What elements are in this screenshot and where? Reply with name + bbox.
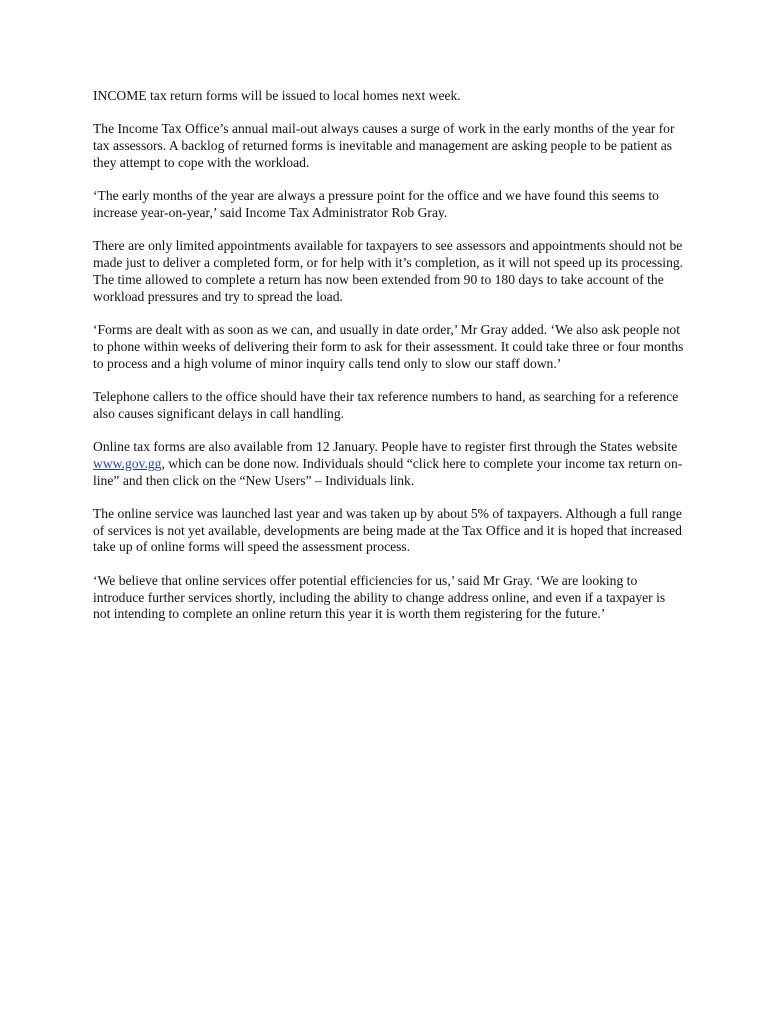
paragraph-online-service: The online service was launched last year and was taken up by about 5% of taxpayers. Although a full range of services is not yet available, developments are being made at the Tax Office and it is hoped that increased take up of online forms will speed the assessment process. bbox=[93, 505, 682, 555]
gov-website-link[interactable]: www.gov.gg bbox=[93, 455, 162, 471]
online-forms-text-after: , which can be done now. Individuals should “click here to complete your income tax return on-line” and then click on the “New Users” – Individuals link. bbox=[93, 455, 683, 488]
paragraph-appointments: There are only limited appointments available for taxpayers to see assessors and appointments should not be made just to deliver a completed form, or for help with it’s completion, as it will not speed up its processing. The time allowed to complete a return has now been extended from 90 to 180 days to take account of the workload pressures and try to spread the load. bbox=[93, 238, 684, 304]
paragraph-mailout: The Income Tax Office’s annual mail-out always causes a surge of work in the early months of the year for tax assessors. A backlog of returned forms is inevitable and management are asking people to be patient as they attempt to cope with the workload. bbox=[93, 121, 675, 170]
paragraph-quote-forms: ‘Forms are dealt with as soon as we can, and usually in date order,’ Mr Gray added. ‘We also ask people not to phone within weeks of delivering their form to ask for their assessment. It could take three or four months to process and a high volume of minor inquiry calls tend only to slow our staff down.’ bbox=[93, 321, 684, 371]
paragraph-intro: INCOME tax return forms will be issued to local homes next week. bbox=[93, 88, 461, 103]
article-body bbox=[93, 88, 685, 640]
online-forms-text-before: Online tax forms are also available from 12 January. People have to register first through the States website bbox=[93, 438, 678, 454]
paragraph-telephone: Telephone callers to the office should have their tax reference numbers to hand, as searching for a reference also causes significant delays in call handling. bbox=[93, 388, 679, 421]
paragraph-quote-efficiencies: ‘We believe that online services offer potential efficiencies for us,’ said Mr Gray. ‘We are looking to introduce further services shortly, including the ability to change address online, and even if a taxpayer is not intending to complete an online return this year it is worth them registering for the future.’ bbox=[93, 572, 666, 622]
paragraph-online-forms bbox=[93, 439, 685, 489]
paragraph-quote-pressure: ‘The early months of the year are always a pressure point for the office and we have found this seems to increase year-on-year,’ said Income Tax Administrator Rob Gray. bbox=[93, 188, 659, 220]
